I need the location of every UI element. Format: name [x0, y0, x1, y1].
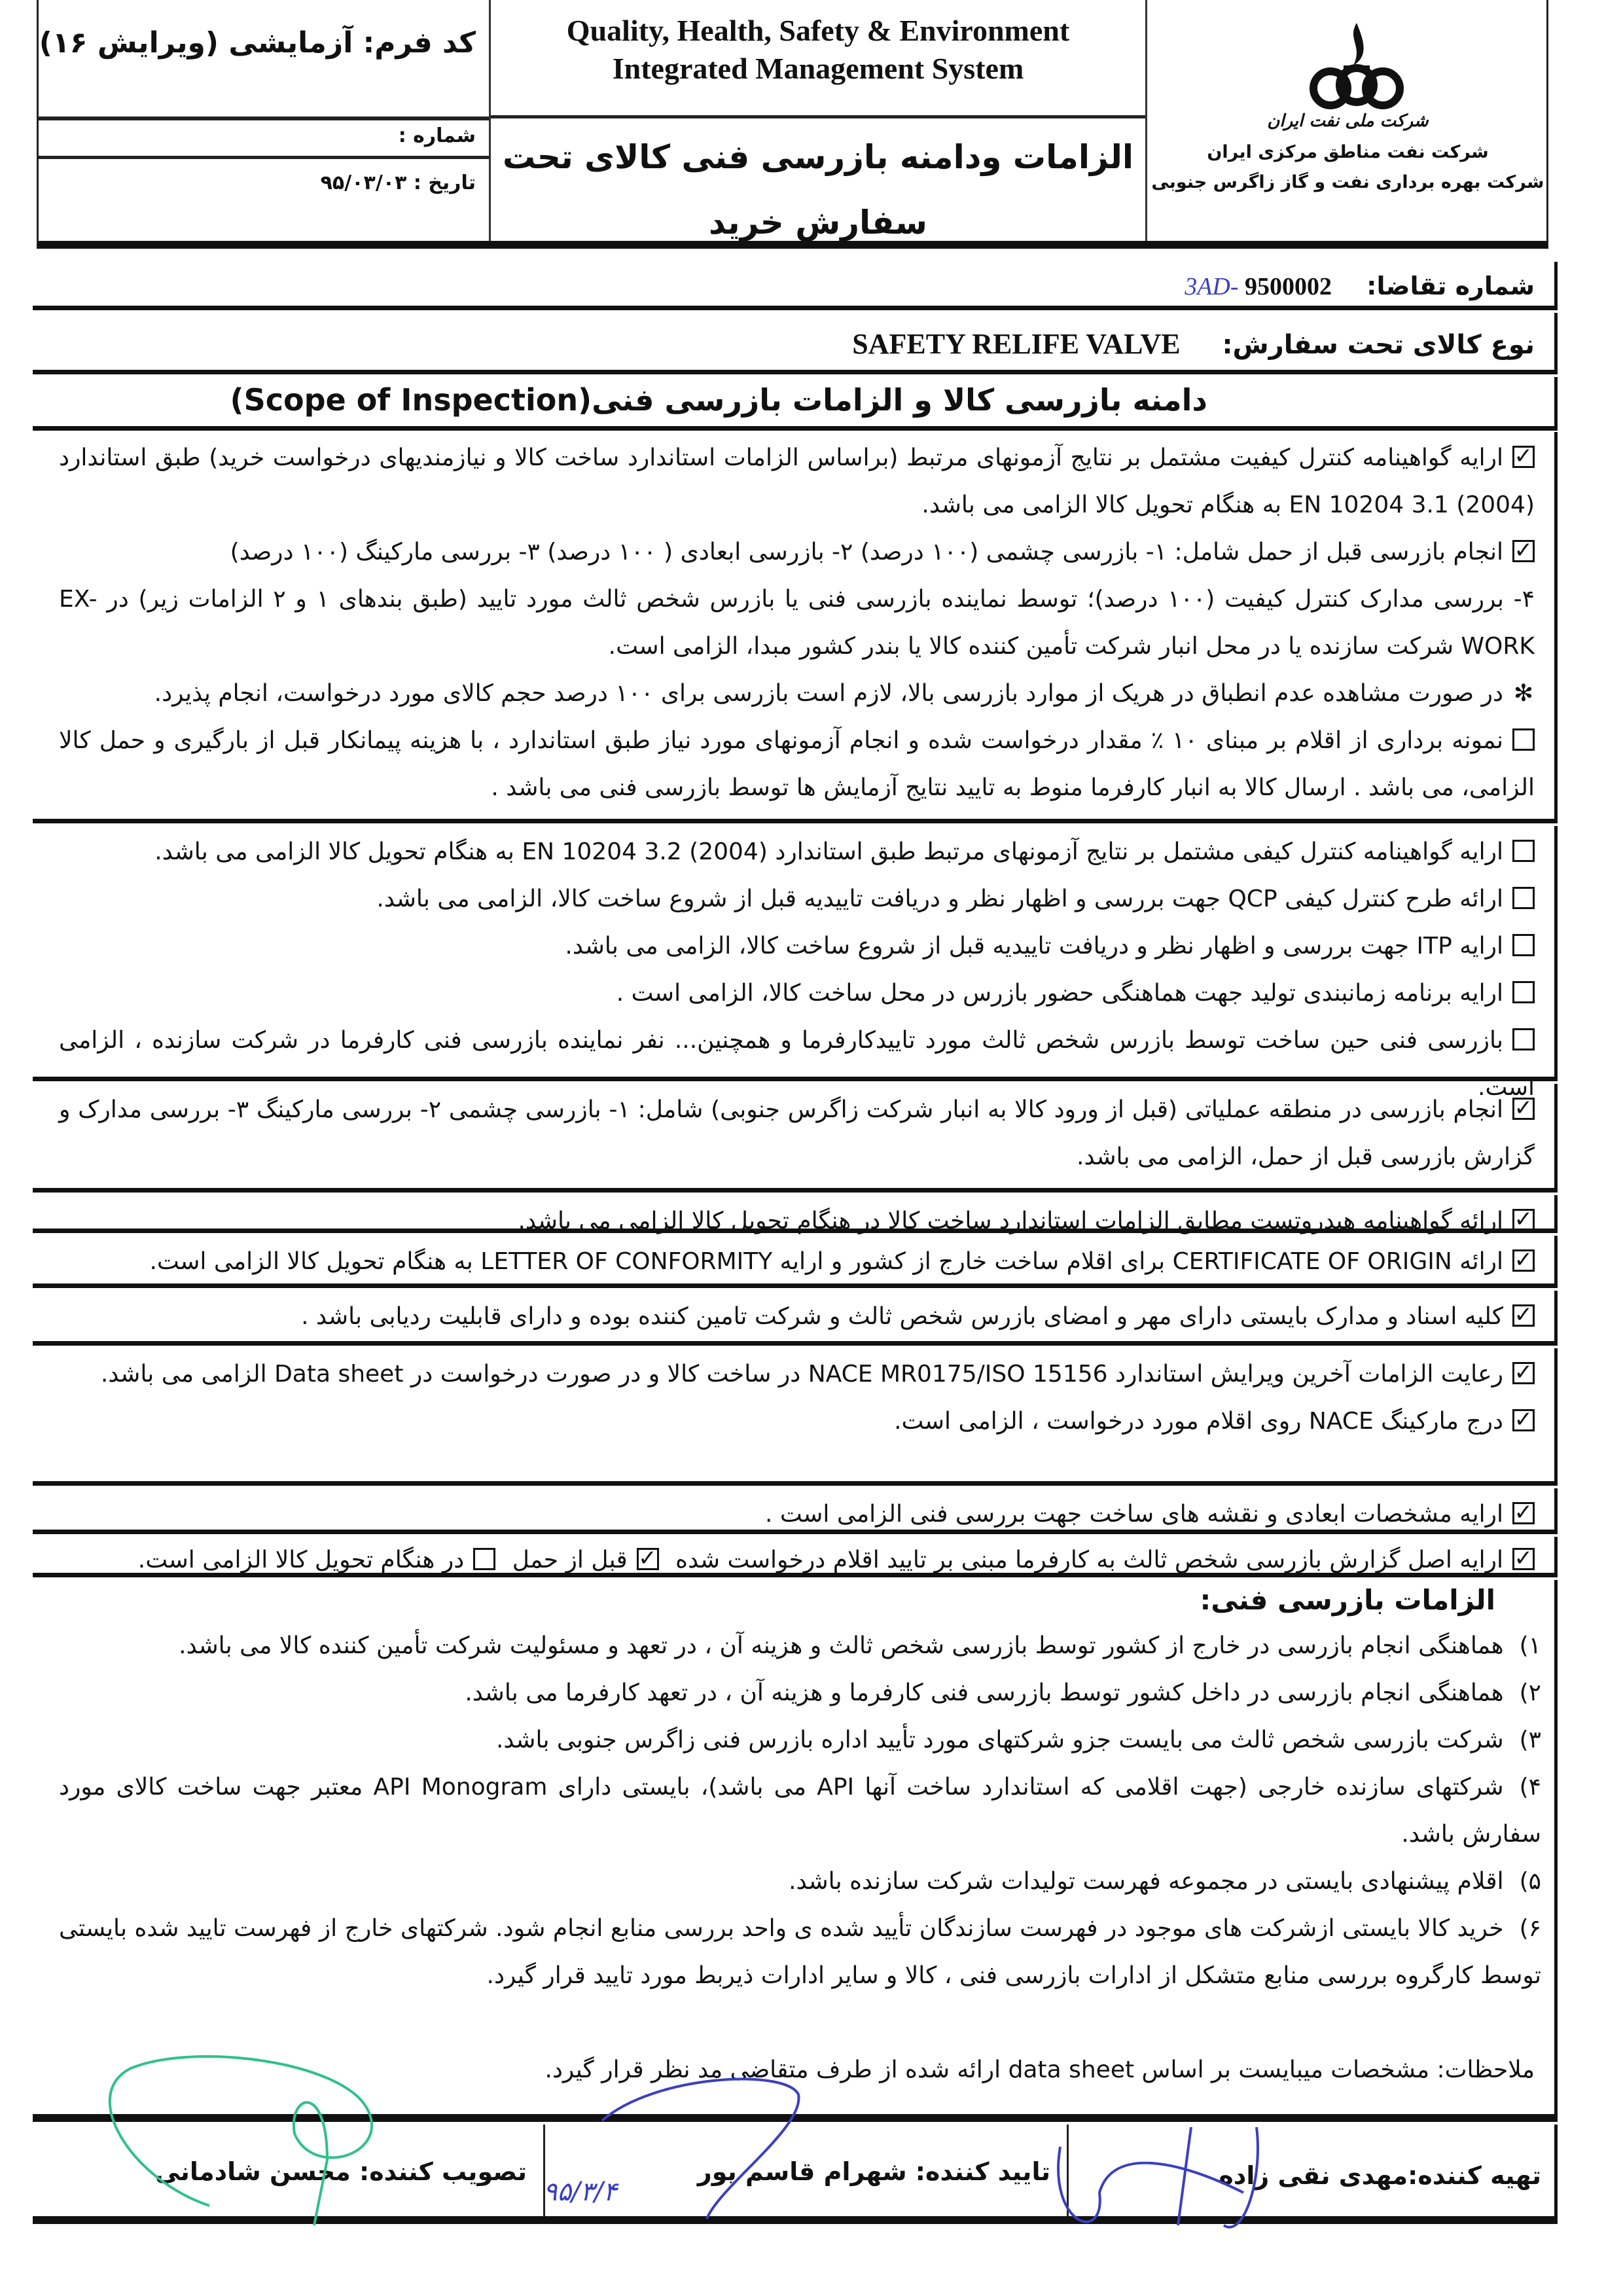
form-title-block: [489, 0, 1145, 241]
title-fa-line-1: الزامات ودامنه بازرسی فنی کالای تحت: [503, 138, 1133, 176]
signatures-row: [33, 2125, 1558, 2224]
unchecked-checkbox[interactable]: [1512, 840, 1535, 862]
company-block: [1145, 0, 1548, 241]
nioc-logo-icon: [1298, 20, 1416, 111]
title-en-line-1: Quality, Health, Safety & Environment: [566, 14, 1070, 47]
date-value: ۹۵/۰۳/۰۳: [320, 171, 407, 194]
company-name-2: شرکت بهره برداری نفت و گاز زاگرس جنوبی: [1151, 172, 1544, 192]
requirement-number: ۶): [1519, 1915, 1541, 1942]
title-fa-line-2: سفارش خرید: [709, 204, 927, 242]
inspection-item-text: ارایه برنامه زمانبندی تولید جهت هماهنگی حضور بازرس در محل ساخت کالا، الزامی است .: [616, 980, 1503, 1007]
inspection-item-text: انجام بازرسی قبل از حمل شامل: ۱- بازرسی چشمی (۱۰۰ درصد) ۲- بازرسی ابعادی ( ۱۰۰ درصد) ۳- بررسی مارکینگ (۱۰۰ درصد): [230, 539, 1503, 565]
inspection-item: [33, 970, 1554, 1017]
inspection-item: [33, 717, 1554, 812]
goods-type-label: نوع کالای تحت سفارش:: [1222, 330, 1535, 360]
inspection-item: [33, 1491, 1554, 1538]
report-text: ارایه اصل گزارش بازرسی شخص ثالث به کارفرما مبنی بر تایید اقلام درخواست شده: [675, 1547, 1503, 1573]
section-5: [33, 1236, 1558, 1288]
checked-checkbox[interactable]: ✓: [1512, 1362, 1535, 1384]
requirement-item: [33, 1670, 1554, 1717]
inspection-item-text: ارایه مشخصات ابعادی و نقشه های ساخت جهت بررسی فنی الزامی است .: [764, 1501, 1503, 1528]
title-en-line-2: Integrated Management System: [612, 52, 1024, 85]
notes-row: [33, 1991, 1558, 2122]
inspection-item-text: ارایه گواهینامه کنترل کیفی مشتمل بر نتایج آزمونهای مرتبط طبق استاندارد EN 10204 3.2 (2004) به هنگام تحویل کالا الزامی می باشد.: [154, 838, 1503, 865]
inspection-item-text: بازرسی فنی حین ساخت توسط بازرس شخص ثالث مورد تاییدکارفرما و همچنین... نفر نماینده بازرسی فنی کارفرما در شرکت سازنده ، الزامی است.: [59, 1027, 1535, 1101]
inspection-item: [33, 829, 1554, 876]
scope-title: دامنه بازرسی کالا و الزامات بازرسی فنی(Scope of Inspection): [230, 382, 1207, 418]
requirement-item: [33, 1858, 1554, 1905]
date-label: تاریخ :: [413, 171, 476, 194]
checked-checkbox[interactable]: ✓: [1512, 1304, 1535, 1327]
verified-by: تایید کننده: شهرام قاسم پور: [697, 2157, 1050, 2186]
section-3: [33, 1084, 1558, 1193]
inspection-item: [33, 670, 1554, 717]
inspection-item-text: انجام بازرسی در منطقه عملیاتی (قبل از ورود کالا به انبار شرکت زاگرس جنوبی) شامل: ۱- بازرسی چشمی ۲- بررسی مارکینگ ۳- بررسی مدارک و گزارش بازرسی قبل از حمل، الزامی می باشد.: [59, 1096, 1535, 1170]
on-delivery-checkbox[interactable]: [473, 1548, 495, 1570]
unchecked-checkbox[interactable]: [1512, 1028, 1535, 1050]
inspection-item-text: درج مارکینگ NACE روی اقلام مورد درخواست ، الزامی است.: [894, 1408, 1503, 1435]
unchecked-checkbox[interactable]: [1512, 728, 1535, 751]
requirement-item: [33, 1905, 1554, 2000]
requirement-text: هماهنگی انجام بازرسی در داخل کشور توسط بازرسی فنی کارفرما و هزینه آن ، در تعهد کارفرما می باشد.: [465, 1679, 1504, 1706]
request-number-row: [33, 262, 1558, 310]
handwritten-date: ۹۵/۳/۴: [543, 2177, 617, 2207]
requirement-text: خرید کالا بایستی ازشرکت های موجود در فهرست سازندگان تأیید شده ی واحد بررسی منابع انجام شود. شرکتهای خارج از فهرست تایید شده بایستی توسط کارگروه بررسی منابع متشکل از ادارات بازرسی فنی ، کالا و سایر ادارات ذیربط مورد تایید قرار گیرد.: [59, 1915, 1541, 1989]
requirement-number: ۴): [1519, 1774, 1541, 1801]
request-number-value: 9500002: [1245, 273, 1332, 300]
checked-checkbox[interactable]: ✓: [1512, 1209, 1535, 1231]
scope-title-row: [33, 377, 1558, 431]
form-code-value: آزمایشی (ویرایش ۱۶): [39, 26, 353, 60]
requirement-text: هماهنگی انجام بازرسی در خارج از کشور توسط بازرسی شخص ثالث و هزینه آن ، در تعهد و مسئولیت شرکت تأمین کننده کالا می باشد.: [179, 1632, 1504, 1659]
checked-checkbox[interactable]: ✓: [1512, 1409, 1535, 1431]
unchecked-checkbox[interactable]: [1512, 887, 1535, 909]
requirement-item: [33, 1623, 1554, 1670]
company-name-1: شرکت نفت مناطق مرکزی ایران: [1207, 142, 1489, 162]
handwritten-prefix: 3AD-: [1185, 273, 1239, 300]
number-label: شماره :: [398, 124, 476, 147]
requirement-item: [33, 1764, 1554, 1858]
inspection-item: [33, 1398, 1554, 1445]
inspection-item-text: ارایه ITP جهت بررسی و اظهار نظر و دریافت تاییدیه قبل از شروع ساخت کالا، الزامی می باشد.: [565, 933, 1503, 960]
section-2: [33, 826, 1558, 1101]
inspection-item-text: ارائه گواهینامه هیدروتست مطابق الزامات استاندارد ساخت کالا در هنگام تحویل کالا الزامی می باشد.: [518, 1208, 1503, 1234]
checked-checkbox[interactable]: ✓: [1512, 540, 1535, 562]
prepared-by: تهیه کننده:مهدی نقی زاده: [1219, 2161, 1541, 2190]
report-checkbox[interactable]: ✓: [1512, 1548, 1535, 1570]
section-4: [33, 1195, 1558, 1233]
requirement-text: شرکت بازرسی شخص ثالث می بایست جزو شرکتهای مورد تأیید اداره بازرس فنی زاگرس جنوبی باشد.: [495, 1727, 1504, 1753]
inspection-item-text: ارائه CERTIFICATE OF ORIGIN برای اقلام ساخت خارج از کشور و ارایه LETTER OF CONFORMITY به هنگام تحویل کالا الزامی است.: [149, 1248, 1503, 1275]
section-8: [33, 1488, 1558, 1534]
inspection-item-text: رعایت الزامات آخرین ویرایش استاندارد NACE MR0175/ISO 15156 در ساخت کالا و در صورت درخواست در Data sheet الزامی می باشد.: [100, 1361, 1503, 1388]
section-1: [33, 432, 1558, 823]
asterisk-icon: ✻: [1513, 680, 1534, 707]
requirement-number: ۲): [1519, 1679, 1541, 1706]
inspection-item: [33, 435, 1554, 529]
requirement-text: اقلام پیشنهادی بایستی در مجموعه فهرست تولیدات شرکت سازنده باشد.: [789, 1868, 1504, 1895]
goods-type-value: SAFETY RELIFE VALVE: [852, 328, 1181, 360]
unchecked-checkbox[interactable]: [1512, 981, 1535, 1003]
inspection-item-text: ارائه طرح کنترل کیفی QCP جهت بررسی و اظهار نظر و دریافت تاییدیه قبل از شروع ساخت کالا، الزامی می باشد.: [376, 886, 1503, 912]
inspection-item: [33, 1238, 1554, 1285]
inspection-item-text: نمونه برداری از اقلام بر مبنای ۱۰ ٪ مقدار درخواست شده و انجام آزمونهای مورد نیاز طبق استاندارد ، با هزینه پیمانکار قبل از بارگیری و حمل کالا الزامی، می باشد . ارسال کالا به انبار کارفرما منوط به تایید نتایج آزمایش ها توسط بازرسی فنی می باشد .: [59, 727, 1535, 801]
form-code-label: کد فرم:: [363, 26, 476, 60]
form-meta: [39, 0, 489, 241]
inspection-item: [33, 529, 1554, 576]
requirement-number: ۳): [1519, 1727, 1541, 1753]
form-header: [37, 0, 1548, 249]
inspection-item-text: ۴- بررسی مدارک کنترل کیفیت (۱۰۰ درصد)؛ توسط نماینده بازرسی فنی یا بازرس شخص ثالث مورد تایید (طبق بندهای ۱ و ۲ الزامات زیر) در EX-WORK شرکت سازنده یا در محل انبار شرکت تأمین کننده کالا یا بندر کشور مبدا، الزامی است.: [59, 586, 1535, 660]
requirement-number: ۱): [1519, 1632, 1541, 1659]
section-6: [33, 1291, 1558, 1346]
inspection-item-text: ارایه گواهینامه کنترل کیفیت مشتمل بر نتایج آزمونهای مرتبط (براساس الزامات استاندارد ساخت کالا و نیازمندیهای درخواست خرید) طبق استاندارد EN 10204 3.1 (2004) به هنگام تحویل کالا الزامی می باشد.: [59, 444, 1535, 518]
requirements-title: الزامات بازرسی فنی:: [1200, 1584, 1495, 1616]
inspection-item: [33, 1293, 1554, 1340]
requirements-block: [33, 1580, 1558, 1991]
before-shipping-checkbox[interactable]: ✓: [637, 1548, 659, 1570]
inspection-item: [33, 1086, 1554, 1181]
requirement-item: [33, 1717, 1554, 1764]
goods-type-row: [33, 313, 1558, 374]
requirement-number: ۵): [1519, 1868, 1541, 1895]
inspection-item: [33, 576, 1554, 670]
before-shipping-label: قبل از حمل: [512, 1547, 628, 1573]
report-row: [33, 1537, 1558, 1577]
on-delivery-label: در هنگام تحویل کالا الزامی است.: [137, 1547, 465, 1573]
inspection-item: [33, 876, 1554, 923]
unchecked-checkbox[interactable]: [1512, 934, 1535, 956]
inspection-item: [33, 923, 1554, 970]
checked-checkbox[interactable]: ✓: [1512, 1098, 1535, 1120]
inspection-item-text: کلیه اسناد و مدارک بایستی دارای مهر و امضای بازرس شخص ثالث و شرکت تامین کننده بوده و دارای قابلیت ردیابی باشد .: [301, 1303, 1503, 1330]
approved-by: تصویب کننده: محسن شادمانی: [155, 2157, 527, 2186]
inspection-item-text: در صورت مشاهده عدم انطباق در هریک از موارد بازرسی بالا، لازم است بازرسی برای ۱۰۰ درصد حجم کالای مورد درخواست، انجام پذیرد.: [154, 680, 1503, 707]
inspection-item: [33, 1351, 1554, 1398]
logo-caption: شرکت ملی نفت ایران: [1267, 111, 1429, 131]
notes-text: ملاحظات: مشخصات میبایست بر اساس data sheet ارائه شده از طرف متقاضی مد نظر قرار گیرد.: [544, 2056, 1535, 2083]
checked-checkbox[interactable]: ✓: [1512, 1249, 1535, 1272]
requirement-text: شرکتهای سازنده خارجی (جهت اقلامی که استاندارد ساخت آنها API می باشد)، بایستی دارای API Monogram معتبر جهت ساخت کالای مورد سفارش باشد.: [59, 1774, 1541, 1848]
checked-checkbox[interactable]: ✓: [1512, 1502, 1535, 1524]
checked-checkbox[interactable]: ✓: [1512, 446, 1535, 468]
request-number-label: شماره تقاضا:: [1366, 272, 1535, 300]
section-7: [33, 1348, 1558, 1486]
